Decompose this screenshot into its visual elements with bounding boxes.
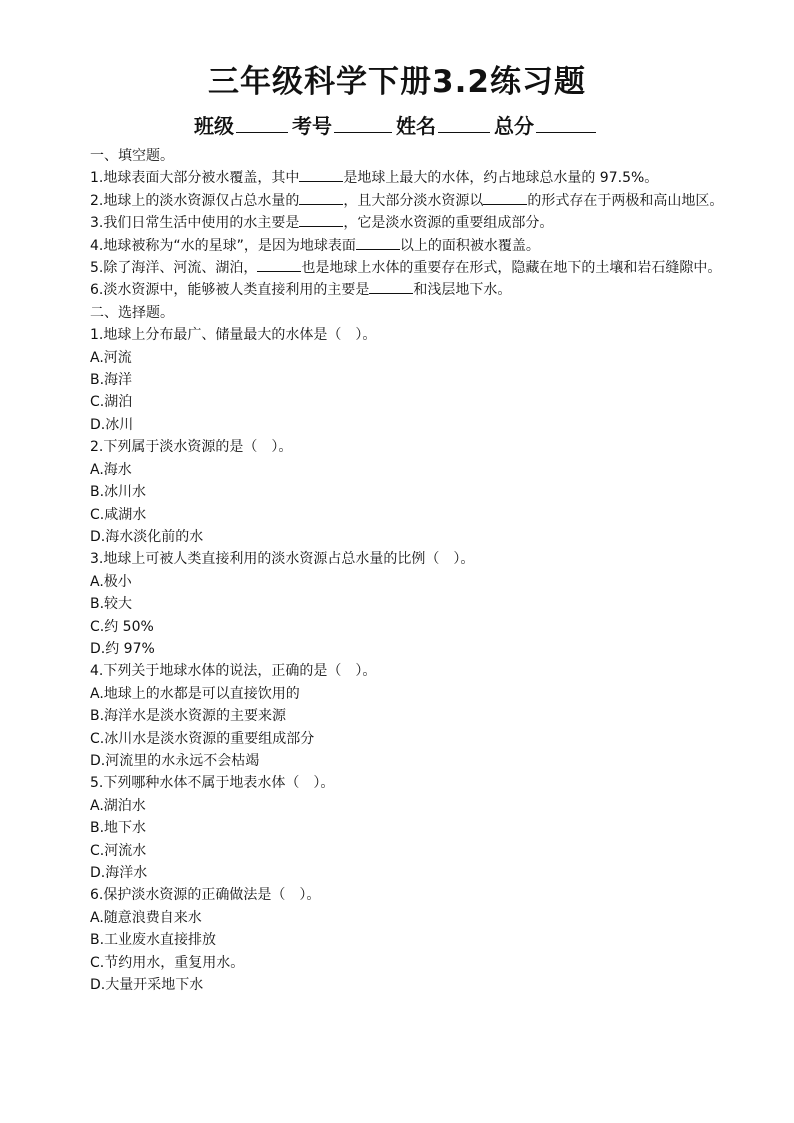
- option-d[interactable]: D.大量开采地下水: [90, 977, 204, 994]
- answer-blank[interactable]: [356, 235, 400, 250]
- fill-question-1: 1.地球表面大部分被水覆盖，其中 是地球上最大的水体，约占地球总水量的 97.5%。: [60, 167, 736, 189]
- page-title: 三年级科学下册3.2练习题: [208, 64, 586, 100]
- answer-blank[interactable]: [369, 279, 413, 294]
- question-stem: 5.下列哪种水体不属于地表水体（ ）。: [90, 775, 335, 792]
- option-b[interactable]: B.海洋: [90, 372, 133, 389]
- option-a[interactable]: A.海水: [90, 461, 132, 478]
- student-info-line: [0, 110, 794, 139]
- section-heading-choice: 二、选择题。: [90, 304, 174, 321]
- answer-blank[interactable]: [299, 212, 343, 227]
- choice-question-4: [60, 660, 736, 772]
- exam-no-blank[interactable]: [334, 112, 392, 133]
- option-b[interactable]: B.工业废水直接排放: [90, 932, 217, 949]
- option-d[interactable]: D.河流里的水永远不会枯竭: [90, 752, 260, 769]
- name-blank[interactable]: [438, 112, 490, 133]
- option-a[interactable]: A.河流: [90, 349, 132, 366]
- worksheet-content: [60, 145, 736, 996]
- fill-question-4: 4.地球被称为“水的星球”，是因为地球表面 以上的面积被水覆盖。: [60, 235, 736, 257]
- exam-no-label: 考号: [292, 114, 332, 138]
- choice-question-6: [60, 884, 736, 996]
- name-label: 姓名: [396, 114, 436, 138]
- fill-question-2: 2.地球上的淡水资源仅占总水量的 ，且大部分淡水资源以 的形式存在于两极和高山地区。: [60, 190, 736, 212]
- question-stem: 1.地球上分布最广、储量最大的水体是（ ）。: [90, 327, 377, 344]
- option-c[interactable]: C.咸湖水: [90, 506, 147, 523]
- score-blank[interactable]: [536, 112, 596, 133]
- option-b[interactable]: B.地下水: [90, 820, 147, 837]
- option-b[interactable]: B.海洋水是淡水资源的主要来源: [90, 708, 287, 725]
- fill-question-3: 3.我们日常生活中使用的水主要是 ，它是淡水资源的重要组成部分。: [60, 212, 736, 234]
- fill-question-6: 6.淡水资源中，能够被人类直接利用的主要是 和浅层地下水。: [60, 279, 736, 301]
- option-c[interactable]: C.冰川水是淡水资源的重要组成部分: [90, 730, 315, 747]
- option-c[interactable]: C.节约用水，重复用水。: [90, 954, 245, 971]
- choice-question-1: [60, 324, 736, 436]
- option-a[interactable]: A.极小: [90, 573, 132, 590]
- option-c[interactable]: C.河流水: [90, 842, 147, 859]
- question-stem: 6.保护淡水资源的正确做法是（ ）。: [90, 887, 321, 904]
- option-c[interactable]: C.约 50%: [90, 618, 154, 635]
- option-a[interactable]: A.地球上的水都是可以直接饮用的: [90, 685, 300, 702]
- answer-blank[interactable]: [299, 190, 343, 205]
- option-c[interactable]: C.湖泊: [90, 394, 133, 411]
- option-a[interactable]: A.湖泊水: [90, 797, 146, 814]
- question-stem: 3.地球上可被人类直接利用的淡水资源占总水量的比例（ ）。: [90, 551, 475, 568]
- option-b[interactable]: B.较大: [90, 596, 133, 613]
- answer-blank[interactable]: [483, 190, 527, 205]
- option-d[interactable]: D.冰川: [90, 416, 134, 433]
- choice-question-5: [60, 772, 736, 884]
- class-label: 班级: [194, 114, 234, 138]
- class-blank[interactable]: [236, 112, 288, 133]
- section-heading-fill: 一、填空题。: [90, 148, 174, 164]
- score-label: 总分: [494, 114, 534, 138]
- option-d[interactable]: D.海水淡化前的水: [90, 528, 204, 545]
- option-d[interactable]: D.海洋水: [90, 865, 148, 881]
- question-stem: 2.下列属于淡水资源的是（ ）。: [90, 439, 293, 456]
- fill-question-5: 5.除了海洋、河流、湖泊， 也是地球上水体的重要存在形式，隐藏在地下的土壤和岩石缝隙中。: [60, 257, 736, 279]
- answer-blank[interactable]: [257, 257, 301, 272]
- option-d[interactable]: D.约 97%: [90, 640, 155, 657]
- option-b[interactable]: B.冰川水: [90, 484, 147, 501]
- choice-question-2: [60, 436, 736, 548]
- choice-question-3: [60, 548, 736, 660]
- option-a[interactable]: A.随意浪费自来水: [90, 909, 202, 926]
- answer-blank[interactable]: [299, 167, 343, 182]
- question-stem: 4.下列关于地球水体的说法，正确的是（ ）。: [90, 663, 377, 680]
